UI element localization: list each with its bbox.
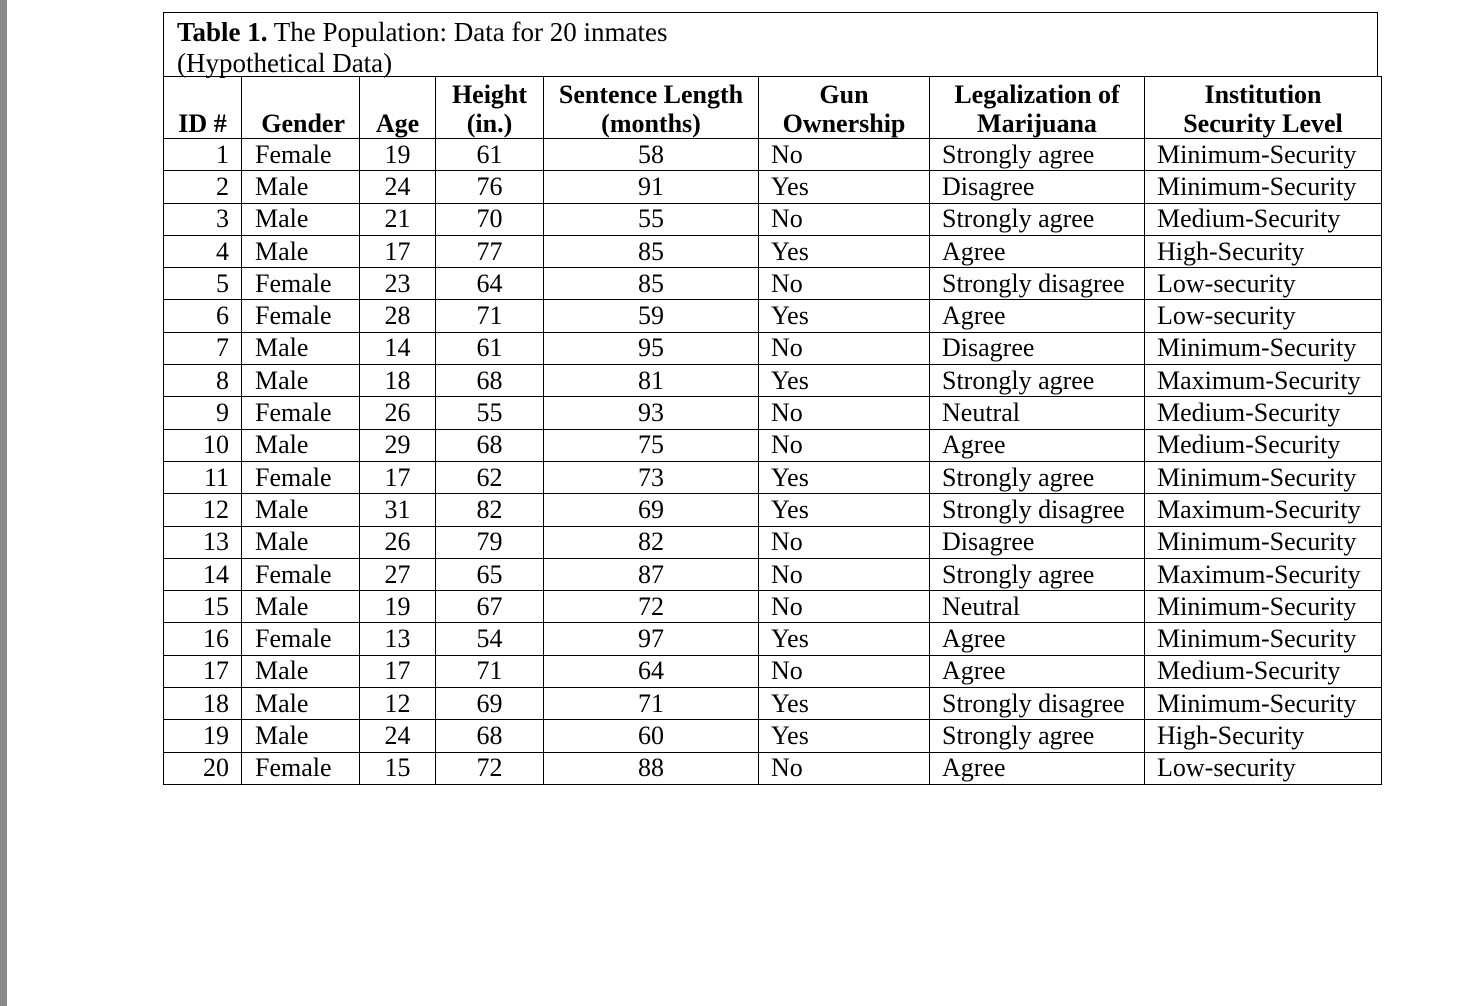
cell-security-level: Maximum-Security xyxy=(1145,494,1382,526)
header-sentence-length: Sentence Length (months) xyxy=(544,77,759,139)
table-row xyxy=(164,526,1382,558)
table-row xyxy=(164,688,1382,720)
cell-security-level: Medium-Security xyxy=(1145,203,1382,235)
cell-legalization-marijuana: Neutral xyxy=(930,591,1145,623)
cell-security-level: Minimum-Security xyxy=(1145,139,1382,171)
caption-text: The Population: Data for 20 inmates xyxy=(267,17,668,47)
cell-sentence-length: 81 xyxy=(544,365,759,397)
cell-age: 13 xyxy=(360,623,436,655)
cell-id: 2 xyxy=(164,171,242,203)
cell-legalization-marijuana: Strongly agree xyxy=(930,461,1145,493)
cell-sentence-length: 71 xyxy=(544,688,759,720)
header-gun-ownership: Gun Ownership xyxy=(759,77,930,139)
data-table-container xyxy=(163,12,1378,785)
cell-height: 68 xyxy=(436,429,544,461)
cell-gun-ownership: No xyxy=(759,752,930,784)
cell-legalization-marijuana: Agree xyxy=(930,235,1145,267)
table-row xyxy=(164,235,1382,267)
cell-gun-ownership: No xyxy=(759,397,930,429)
cell-sentence-length: 59 xyxy=(544,300,759,332)
cell-sentence-length: 82 xyxy=(544,526,759,558)
cell-id: 14 xyxy=(164,558,242,590)
cell-height: 65 xyxy=(436,558,544,590)
table-row xyxy=(164,591,1382,623)
cell-height: 70 xyxy=(436,203,544,235)
cell-gender: Male xyxy=(242,494,360,526)
cell-gun-ownership: No xyxy=(759,591,930,623)
cell-security-level: Medium-Security xyxy=(1145,397,1382,429)
cell-height: 55 xyxy=(436,397,544,429)
cell-gun-ownership: No xyxy=(759,332,930,364)
cell-sentence-length: 87 xyxy=(544,558,759,590)
table-row xyxy=(164,558,1382,590)
cell-sentence-length: 95 xyxy=(544,332,759,364)
cell-legalization-marijuana: Neutral xyxy=(930,397,1145,429)
header-security-level: Institution Security Level xyxy=(1145,77,1382,139)
table-row xyxy=(164,720,1382,752)
table-row xyxy=(164,397,1382,429)
header-legalization-marijuana: Legalization of Marijuana xyxy=(930,77,1145,139)
cell-security-level: High-Security xyxy=(1145,235,1382,267)
cell-height: 61 xyxy=(436,332,544,364)
table-row xyxy=(164,139,1382,171)
cell-gender: Female xyxy=(242,268,360,300)
table-row xyxy=(164,623,1382,655)
cell-age: 14 xyxy=(360,332,436,364)
cell-gender: Female xyxy=(242,752,360,784)
cell-height: 79 xyxy=(436,526,544,558)
cell-security-level: Low-security xyxy=(1145,268,1382,300)
cell-id: 6 xyxy=(164,300,242,332)
cell-age: 26 xyxy=(360,526,436,558)
cell-gun-ownership: No xyxy=(759,268,930,300)
cell-security-level: High-Security xyxy=(1145,720,1382,752)
cell-gender: Male xyxy=(242,203,360,235)
cell-security-level: Minimum-Security xyxy=(1145,332,1382,364)
table-row xyxy=(164,332,1382,364)
table-row xyxy=(164,203,1382,235)
cell-height: 71 xyxy=(436,655,544,687)
cell-legalization-marijuana: Agree xyxy=(930,300,1145,332)
cell-id: 15 xyxy=(164,591,242,623)
cell-gun-ownership: No xyxy=(759,655,930,687)
cell-security-level: Minimum-Security xyxy=(1145,526,1382,558)
cell-age: 17 xyxy=(360,461,436,493)
cell-gender: Male xyxy=(242,720,360,752)
cell-height: 62 xyxy=(436,461,544,493)
cell-legalization-marijuana: Strongly agree xyxy=(930,139,1145,171)
cell-sentence-length: 73 xyxy=(544,461,759,493)
cell-gun-ownership: Yes xyxy=(759,494,930,526)
cell-id: 3 xyxy=(164,203,242,235)
cell-height: 61 xyxy=(436,139,544,171)
cell-gender: Male xyxy=(242,655,360,687)
cell-id: 7 xyxy=(164,332,242,364)
table-row xyxy=(164,429,1382,461)
cell-legalization-marijuana: Disagree xyxy=(930,332,1145,364)
cell-age: 24 xyxy=(360,720,436,752)
cell-height: 72 xyxy=(436,752,544,784)
cell-age: 28 xyxy=(360,300,436,332)
cell-age: 12 xyxy=(360,688,436,720)
inmate-data-table xyxy=(163,76,1382,785)
cell-sentence-length: 75 xyxy=(544,429,759,461)
cell-age: 19 xyxy=(360,139,436,171)
cell-gender: Female xyxy=(242,300,360,332)
cell-gun-ownership: Yes xyxy=(759,235,930,267)
table-row xyxy=(164,461,1382,493)
cell-sentence-length: 69 xyxy=(544,494,759,526)
cell-gender: Male xyxy=(242,526,360,558)
cell-gender: Female xyxy=(242,139,360,171)
cell-sentence-length: 85 xyxy=(544,235,759,267)
header-height: Height (in.) xyxy=(436,77,544,139)
header-gender: Gender xyxy=(242,77,360,139)
table-row xyxy=(164,268,1382,300)
cell-gender: Female xyxy=(242,461,360,493)
cell-legalization-marijuana: Strongly agree xyxy=(930,558,1145,590)
cell-id: 4 xyxy=(164,235,242,267)
cell-legalization-marijuana: Strongly disagree xyxy=(930,268,1145,300)
cell-security-level: Minimum-Security xyxy=(1145,461,1382,493)
cell-gender: Female xyxy=(242,397,360,429)
cell-height: 82 xyxy=(436,494,544,526)
cell-id: 1 xyxy=(164,139,242,171)
cell-gun-ownership: Yes xyxy=(759,623,930,655)
cell-sentence-length: 64 xyxy=(544,655,759,687)
cell-gun-ownership: Yes xyxy=(759,688,930,720)
table-row xyxy=(164,300,1382,332)
cell-id: 12 xyxy=(164,494,242,526)
cell-gender: Male xyxy=(242,365,360,397)
cell-age: 24 xyxy=(360,171,436,203)
cell-gun-ownership: Yes xyxy=(759,171,930,203)
cell-height: 64 xyxy=(436,268,544,300)
cell-gun-ownership: Yes xyxy=(759,720,930,752)
cell-sentence-length: 88 xyxy=(544,752,759,784)
cell-gun-ownership: Yes xyxy=(759,461,930,493)
cell-height: 77 xyxy=(436,235,544,267)
header-id: ID # xyxy=(164,77,242,139)
cell-id: 17 xyxy=(164,655,242,687)
cell-id: 9 xyxy=(164,397,242,429)
table-row xyxy=(164,752,1382,784)
cell-age: 27 xyxy=(360,558,436,590)
cell-gender: Female xyxy=(242,623,360,655)
table-body xyxy=(164,139,1382,785)
cell-legalization-marijuana: Disagree xyxy=(930,171,1145,203)
cell-gender: Male xyxy=(242,429,360,461)
table-row xyxy=(164,365,1382,397)
cell-legalization-marijuana: Agree xyxy=(930,623,1145,655)
cell-height: 54 xyxy=(436,623,544,655)
cell-legalization-marijuana: Agree xyxy=(930,429,1145,461)
cell-legalization-marijuana: Agree xyxy=(930,655,1145,687)
cell-legalization-marijuana: Strongly agree xyxy=(930,365,1145,397)
cell-age: 21 xyxy=(360,203,436,235)
cell-security-level: Medium-Security xyxy=(1145,655,1382,687)
cell-security-level: Minimum-Security xyxy=(1145,623,1382,655)
cell-gender: Female xyxy=(242,558,360,590)
cell-legalization-marijuana: Strongly agree xyxy=(930,720,1145,752)
cell-height: 71 xyxy=(436,300,544,332)
cell-security-level: Low-security xyxy=(1145,752,1382,784)
caption-label: Table 1. xyxy=(177,17,268,47)
cell-age: 15 xyxy=(360,752,436,784)
cell-security-level: Maximum-Security xyxy=(1145,365,1382,397)
table-header-row xyxy=(164,77,1382,139)
cell-id: 18 xyxy=(164,688,242,720)
cell-id: 8 xyxy=(164,365,242,397)
cell-height: 67 xyxy=(436,591,544,623)
cell-sentence-length: 72 xyxy=(544,591,759,623)
cell-height: 68 xyxy=(436,720,544,752)
cell-gender: Male xyxy=(242,171,360,203)
cell-sentence-length: 97 xyxy=(544,623,759,655)
viewer-left-edge xyxy=(0,0,7,1006)
cell-id: 16 xyxy=(164,623,242,655)
cell-legalization-marijuana: Strongly disagree xyxy=(930,494,1145,526)
table-row xyxy=(164,494,1382,526)
cell-age: 17 xyxy=(360,655,436,687)
cell-id: 13 xyxy=(164,526,242,558)
cell-id: 11 xyxy=(164,461,242,493)
cell-age: 26 xyxy=(360,397,436,429)
table-caption xyxy=(163,12,1378,76)
cell-security-level: Maximum-Security xyxy=(1145,558,1382,590)
cell-sentence-length: 58 xyxy=(544,139,759,171)
cell-age: 31 xyxy=(360,494,436,526)
cell-gun-ownership: No xyxy=(759,139,930,171)
cell-security-level: Minimum-Security xyxy=(1145,688,1382,720)
cell-security-level: Minimum-Security xyxy=(1145,591,1382,623)
cell-height: 76 xyxy=(436,171,544,203)
cell-id: 10 xyxy=(164,429,242,461)
cell-security-level: Low-security xyxy=(1145,300,1382,332)
cell-height: 69 xyxy=(436,688,544,720)
cell-age: 19 xyxy=(360,591,436,623)
cell-age: 23 xyxy=(360,268,436,300)
caption-subtext: (Hypothetical Data) xyxy=(177,48,393,78)
cell-sentence-length: 93 xyxy=(544,397,759,429)
table-row xyxy=(164,171,1382,203)
table-row xyxy=(164,655,1382,687)
cell-gender: Male xyxy=(242,591,360,623)
cell-legalization-marijuana: Disagree xyxy=(930,526,1145,558)
cell-sentence-length: 85 xyxy=(544,268,759,300)
cell-gun-ownership: Yes xyxy=(759,365,930,397)
header-age: Age xyxy=(360,77,436,139)
cell-age: 29 xyxy=(360,429,436,461)
cell-id: 19 xyxy=(164,720,242,752)
cell-sentence-length: 55 xyxy=(544,203,759,235)
cell-security-level: Medium-Security xyxy=(1145,429,1382,461)
cell-security-level: Minimum-Security xyxy=(1145,171,1382,203)
cell-gun-ownership: Yes xyxy=(759,300,930,332)
cell-legalization-marijuana: Agree xyxy=(930,752,1145,784)
cell-age: 18 xyxy=(360,365,436,397)
cell-gun-ownership: No xyxy=(759,558,930,590)
cell-age: 17 xyxy=(360,235,436,267)
cell-gun-ownership: No xyxy=(759,429,930,461)
cell-gun-ownership: No xyxy=(759,526,930,558)
cell-gender: Male xyxy=(242,688,360,720)
cell-legalization-marijuana: Strongly disagree xyxy=(930,688,1145,720)
cell-sentence-length: 91 xyxy=(544,171,759,203)
cell-legalization-marijuana: Strongly agree xyxy=(930,203,1145,235)
cell-gun-ownership: No xyxy=(759,203,930,235)
cell-id: 5 xyxy=(164,268,242,300)
cell-sentence-length: 60 xyxy=(544,720,759,752)
cell-gender: Male xyxy=(242,235,360,267)
cell-height: 68 xyxy=(436,365,544,397)
cell-gender: Male xyxy=(242,332,360,364)
cell-id: 20 xyxy=(164,752,242,784)
